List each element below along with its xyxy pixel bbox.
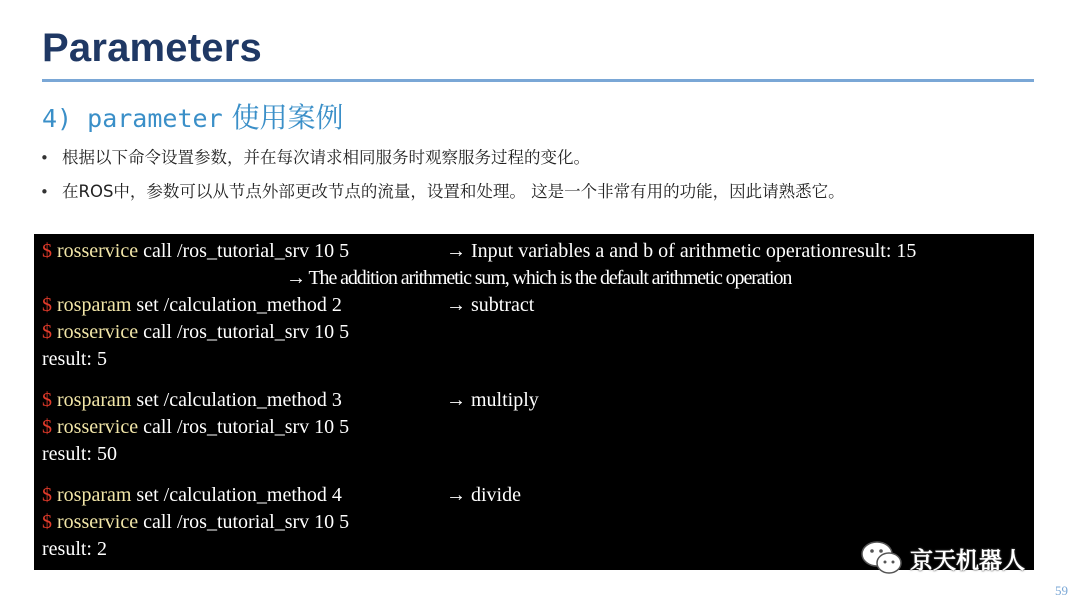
subtitle-prefix: 4) parameter: [42, 104, 223, 133]
title-divider: [42, 79, 1034, 82]
terminal-line: [42, 294, 342, 317]
prompt-symbol: $: [42, 484, 52, 506]
terminal-result: result: 50: [42, 443, 117, 465]
prompt-symbol: $: [42, 294, 52, 316]
terminal-line: [42, 389, 342, 412]
bullet-icon: •: [40, 183, 49, 201]
prompt-symbol: $: [42, 240, 52, 262]
command-args: call /ros_tutorial_srv 10 5: [143, 416, 350, 438]
terminal-annotation: → multiply: [446, 389, 539, 411]
bullet-item: [40, 180, 845, 214]
bullet-text: 根据以下命令设置参数，并在每次请求相同服务时观察服务过程的变化。: [62, 148, 590, 167]
terminal-annotation: → Input variables a and b of arithmetic operationresult: 15: [446, 240, 917, 262]
bullet-text: 在ROS中，参数可以从节点外部更改节点的流量，设置和处理。 这是一个非常有用的功能，因此请熟悉它。: [62, 182, 845, 201]
slide-title: Parameters: [42, 26, 262, 70]
bullet-item: [40, 146, 845, 180]
terminal-line: [42, 484, 342, 507]
terminal-line: [42, 416, 349, 439]
watermark-text: 京天机器人: [910, 547, 1025, 574]
command-name: rosparam: [57, 294, 132, 316]
command-name: rosparam: [57, 389, 132, 411]
command-name: rosservice: [57, 321, 139, 343]
terminal-line: [42, 240, 349, 263]
command-args: call /ros_tutorial_srv 10 5: [143, 240, 350, 262]
watermark: [860, 538, 1025, 578]
section-subtitle: [42, 96, 344, 136]
command-args: call /ros_tutorial_srv 10 5: [143, 321, 350, 343]
command-name: rosparam: [57, 484, 132, 506]
bullet-icon: •: [40, 149, 49, 167]
prompt-symbol: $: [42, 389, 52, 411]
command-name: rosservice: [57, 511, 139, 533]
command-name: rosservice: [57, 240, 139, 262]
terminal-line: [42, 511, 349, 534]
command-args: call /ros_tutorial_srv 10 5: [143, 511, 350, 533]
prompt-symbol: $: [42, 321, 52, 343]
command-name: rosservice: [57, 416, 139, 438]
bullet-list: [40, 146, 845, 214]
terminal-line: [42, 321, 349, 344]
wechat-icon: [860, 538, 904, 578]
terminal-block: [34, 234, 1034, 570]
command-args: set /calculation_method 2: [136, 294, 342, 316]
terminal-annotation: → subtract: [446, 294, 535, 316]
terminal-annotation: → divide: [446, 484, 521, 506]
command-args: set /calculation_method 3: [136, 389, 342, 411]
page-number: 59: [1055, 583, 1068, 598]
terminal-result: result: 5: [42, 348, 107, 370]
command-args: set /calculation_method 4: [136, 484, 342, 506]
terminal-annotation: → The addition arithmetic sum, which is the default arithmetic operation: [286, 267, 792, 289]
terminal-result: result: 2: [42, 538, 107, 560]
subtitle-suffix: 使用案例: [231, 101, 344, 134]
prompt-symbol: $: [42, 511, 52, 533]
prompt-symbol: $: [42, 416, 52, 438]
